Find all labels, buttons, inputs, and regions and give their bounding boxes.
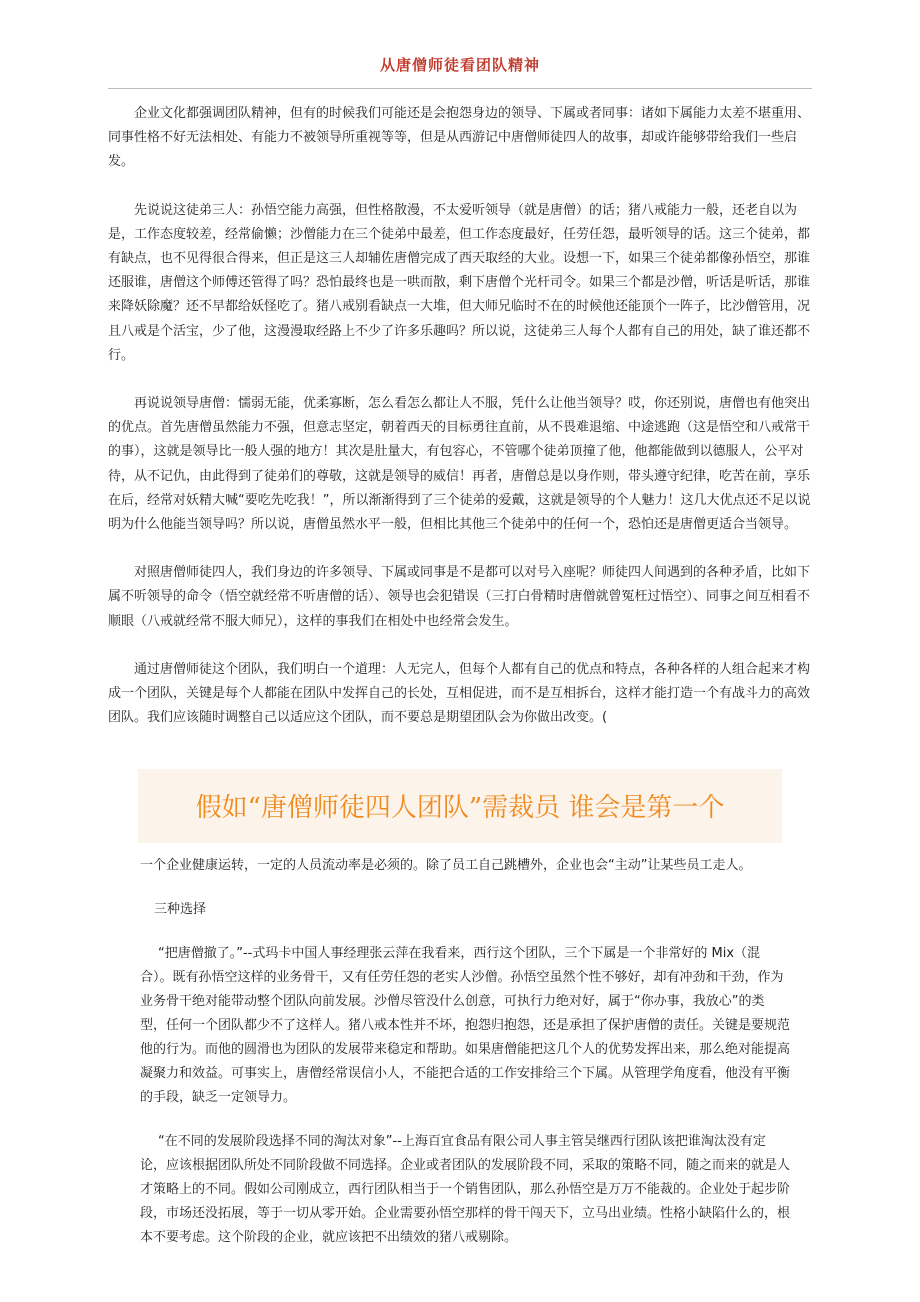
paragraph-comparison: 对照唐僧师徒四人，我们身边的许多领导、下属或同事是不是都可以对号入座呢？师徒四人间遇到的各种矛盾，比如下属不听领导的命令（悟空就经常不听唐僧的话）、领导也会犯错误（三打白骨精时唐僧就曾冤枉过悟空）、同事之间互相看不顺眼（八戒就经常不服大师兄），这样的事我们在相处中也经常会发生。: [108, 565, 811, 629]
banner-headline: 假如“唐僧师徒四人团队”需裁员 谁会是第一个: [195, 793, 725, 823]
title-divider: [108, 88, 812, 89]
paragraph-conclusion: 通过唐僧师徒这个团队，我们明白一个道理：人无完人，但每个人都有自己的优点和特点，各种各样的人组合起来才构成一个团队，关键是每个人都能在团队中发挥自己的长处，互相促进，而不是互相拆台，这样才能打造一个有战斗力的高效团队。我们应该随时调整自己以适应这个团队，而不要总是期望团队会为你做出改变。(: [108, 661, 811, 726]
subheading-three-choices: 三种选择: [154, 902, 207, 917]
paragraph-section2-intro: 一个企业健康运转，一定的人员流动率是必须的。除了员工自己跳槽外，企业也会“主动”让某些员工走人。: [140, 858, 752, 873]
paragraph-opinion-2: “在不同的发展阶段选择不同的淘汰对象”--上海百宜食品有限公司人事主管吴继西行团队该把谁淘汰没有定论，应该根据团队所处不同阶段做不同选择。企业或者团队的发展阶段不同，采取的策略不同，随之而来的就是人才策略上的不同。假如公司刚成立，西行团队相当于一个销售团队，那么孙悟空是万万不能裁的。企业处于起步阶段，市场还没拓展，等于一切从零开始。企业需要孙悟空那样的骨干闯天下，立马出业绩。性格小缺陷什么的，根本不要考虑。这个阶段的企业，就应该把不出绩效的猪八戒剔除。: [140, 1134, 791, 1245]
paragraph-opinion-1: “把唐僧撤了。”--式玛卡中国人事经理张云萍在我看来，西行这个团队，三个下属是一个非常好的 Mix（混合）。既有孙悟空这样的业务骨干，又有任劳任怨的老实人沙僧。孙悟空虽然个性不够好，却有冲劲和干劲，作为业务骨干绝对能带动整个团队向前发展。沙僧尽管没什么创意，可执行力绝对好，属于“你办事，我放心”的类型，任何一个团队都少不了这样人。猪八戒本性并不坏，抱怨归抱怨，还是承担了保护唐僧的责任。关键是要规范他的行为。而他的圆滑也为团队的发展带来稳定和帮助。如果唐僧能把这几个人的优势发挥出来，那么绝对能提高凝聚力和效益。可事实上，唐僧经常误信小人，不能把合适的工作安排给三个下属。从管理学角度看，他没有平衡的手段，缺乏一定领导力。: [140, 946, 791, 1105]
article-section-1: [108, 102, 812, 754]
paragraph-three-disciples: 先说说这徒弟三人：孙悟空能力高强，但性格散漫，不太爱听领导（就是唐僧）的话；猪八戒能力一般，还老自以为是，工作态度较差，经常偷懒；沙僧能力在三个徒弟中最差，但工作态度最好，任劳任怨，最听领导的话。这三个徒弟，都有缺点，也不见得很合得来，但正是这三人却辅佐唐僧完成了西天取经的大业。设想一下，如果三个徒弟都像孙悟空，那谁还服谁，唐僧这个师傅还管得了吗？恐怕最终也是一哄而散，剩下唐僧个光杆司令。如果三个都是沙僧，听话是听话，那谁来降妖除魔？还不早都给妖怪吃了。猪八戒别看缺点一大堆，但大师兄临时不在的时候他还能顶个一阵子，比沙僧管用，况且八戒是个活宝，少了他，这漫漫取经路上不少了许多乐趣吗？所以说，这徒弟三人每个人都有自己的用处，缺了谁还都不行。: [108, 202, 811, 363]
paragraph-leader-tangseng: 再说说领导唐僧：懦弱无能，优柔寡断，怎么看怎么都让人不服，凭什么让他当领导？哎，你还别说，唐僧也有他突出的优点。首先唐僧虽然能力不强，但意志坚定，朝着西天的目标勇往直前，从不畏难退缩、中途逃跑（这是悟空和八戒常干的事），这就是领导比一般人强的地方！其次是肚量大，有包容心，不管哪个徒弟顶撞了他，他都能做到以德服人，公平对待，从不记仇，由此得到了徒弟们的尊敬，这就是领导的威信！再者，唐僧总是以身作则，带头遵守纪律，吃苦在前，享乐在后，经常对妖精大喊“要吃先吃我！”，所以渐渐得到了三个徒弟的爱戴，这就是领导的个人魅力！这几大优点还不足以说明为什么他能当领导吗？所以说，唐僧虽然水平一般，但相比其他三个徒弟中的任何一个，恐怕还是唐僧更适合当领导。: [108, 396, 811, 533]
page-title: 从唐僧师徒看团队精神: [379, 56, 540, 74]
article-section-2: [140, 854, 790, 1270]
paragraph-intro: 企业文化都强调团队精神，但有的时候我们可能还是会抱怨身边的领导、下属或者同事：诸如下属能力太差不堪重用、同事性格不好无法相处、有能力不被领导所重视等等，但是从西游记中唐僧师徒四人的故事，却或许能够带给我们一些启发。: [108, 106, 811, 170]
headline-banner: [138, 769, 782, 843]
